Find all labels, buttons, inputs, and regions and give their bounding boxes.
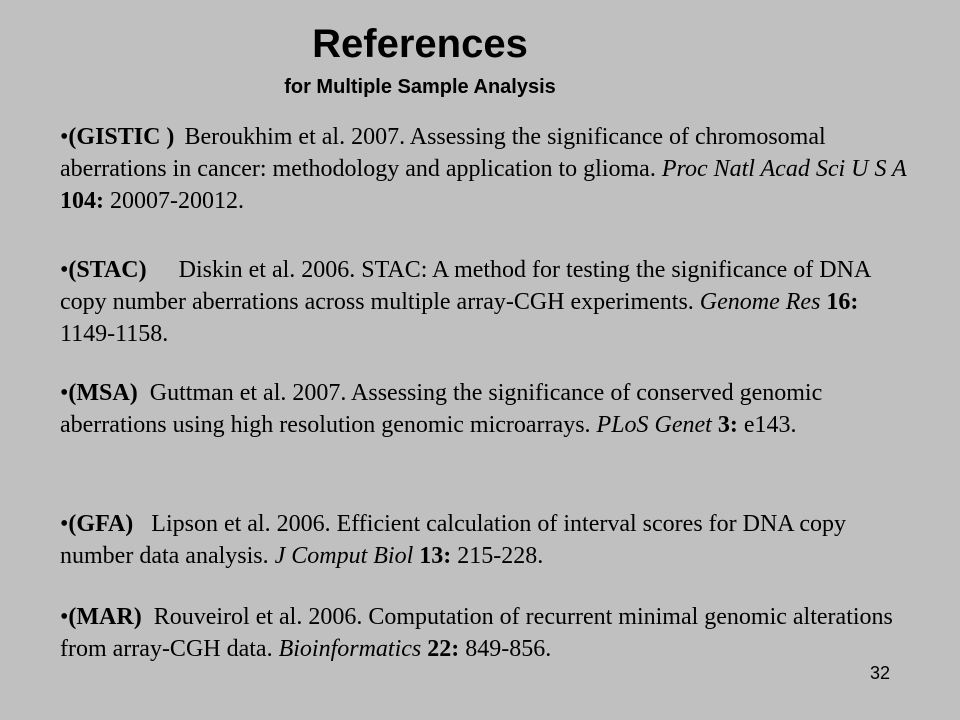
journal-pages: 849-856. bbox=[459, 636, 552, 662]
journal-volume: 3: bbox=[717, 412, 738, 438]
journal-name: Bioinformatics bbox=[278, 636, 422, 662]
reference-tag: (GISTIC ) bbox=[68, 124, 175, 150]
page-number: 32 bbox=[869, 663, 890, 683]
reference-stac bbox=[60, 254, 910, 350]
journal-pages: 20007-20012. bbox=[104, 188, 244, 214]
journal-name: Proc Natl Acad Sci U S A bbox=[661, 156, 907, 182]
reference-mar bbox=[60, 601, 910, 665]
reference-text: Rouveirol et al. 2006. Computation of recurrent minimal genomic alterations from array-CGH data. bbox=[60, 604, 893, 662]
reference-text: Diskin et al. 2006. STAC: A method for testing the significance of DNA copy number aberrations across multiple array-CGH experiments. bbox=[60, 257, 870, 315]
slide-subtitle: for Multiple Sample Analysis bbox=[284, 76, 556, 98]
bullet: • bbox=[60, 511, 69, 537]
journal-volume: 22: bbox=[427, 636, 460, 662]
journal-volume: 13: bbox=[419, 543, 452, 569]
journal-pages: 1149-1158. bbox=[60, 321, 169, 347]
reference-tag: (MSA) bbox=[68, 380, 138, 406]
journal-volume: 104: bbox=[60, 188, 104, 214]
reference-tag: (STAC) bbox=[68, 257, 147, 283]
bullet: • bbox=[60, 380, 69, 406]
reference-text: Beroukhim et al. 2007. Assessing the significance of chromosomal aberrations in cancer: methodology and application to glioma. bbox=[60, 124, 826, 182]
bullet: • bbox=[60, 257, 69, 283]
reference-tag: (MAR) bbox=[68, 604, 142, 630]
journal-pages: e143. bbox=[737, 412, 797, 438]
reference-tag: (GFA) bbox=[68, 511, 134, 537]
reference-gistic bbox=[60, 121, 910, 217]
journal-name: PLoS Genet bbox=[596, 412, 712, 438]
journal-name: J Comput Biol bbox=[274, 543, 414, 569]
journal-pages: 215-228. bbox=[451, 543, 544, 569]
reference-msa bbox=[60, 377, 910, 441]
journal-name: Genome Res bbox=[699, 289, 821, 315]
bullet: • bbox=[60, 124, 69, 150]
reference-text: Lipson et al. 2006. Efficient calculation of interval scores for DNA copy number data analysis. bbox=[60, 511, 846, 569]
journal-volume: 16: bbox=[826, 289, 859, 315]
reference-gfa bbox=[60, 508, 910, 572]
reference-text: Guttman et al. 2007. Assessing the significance of conserved genomic aberrations using high resolution genomic microarrays. bbox=[60, 380, 823, 438]
bullet: • bbox=[60, 604, 69, 630]
slide-title: References bbox=[312, 22, 528, 66]
